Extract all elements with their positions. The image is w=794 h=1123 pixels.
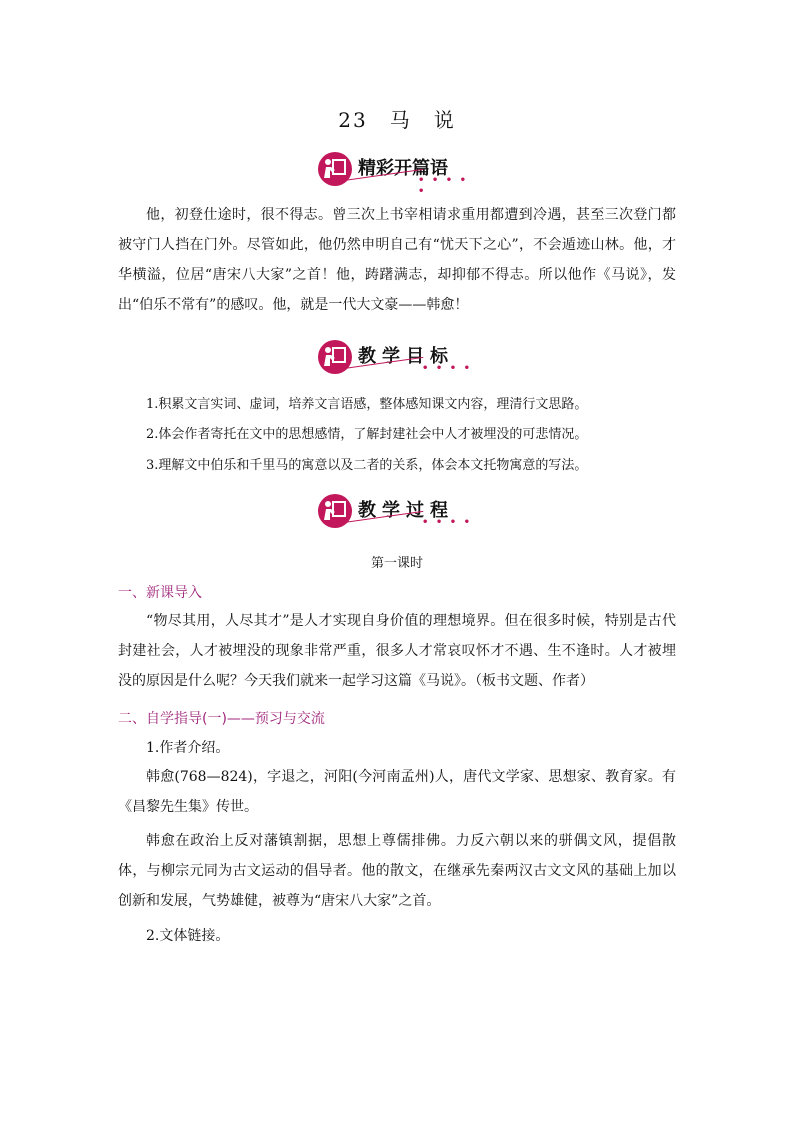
banner-dots: • • • • • — [418, 175, 469, 197]
opening-paragraph: 他，初登仕途时，很不得志。曾三次上书宰相请求重用都遭到冷遇，甚至三次登门都被守门人挡在门外。尽管如此，他仍然申明自己有“忧天下之心”，不会遁迹山林。他，才华横溢，位居“唐宋八大家”之首！他，踌躇满志，却抑郁不得志。所以他作《马说》，发出“伯乐不常有”的感叹。他，就是一代大文豪——韩愈！ — [118, 207, 676, 313]
lesson-label: 第一课时 — [370, 556, 423, 571]
banner-process — [318, 492, 478, 536]
section2-paragraph-2: 韩愈在政治上反对藩镇割据，思想上尊儒排佛。力反六朝以来的骈偶文风，提倡散体，与柳宗元同为古文运动的倡导者。他的散文，在继承先秦两汉古文文风的基础上加以创新和发展，气势雄健，被尊为“唐宋八大家”之首。 — [118, 833, 676, 909]
goal-item-3: 3.理解文中伯乐和千里马的寓意以及二者的关系，体会本文托物寓意的写法。 — [146, 458, 588, 473]
banner-dots: • • • • — [422, 517, 473, 528]
banner-goals — [318, 338, 478, 382]
banner-opening — [318, 150, 478, 197]
page-title: 23 马 说 — [338, 108, 456, 132]
banner-label: 精彩开篇语 — [358, 158, 448, 179]
banner-label: 教学目标 — [358, 346, 454, 367]
teacher-board-icon — [318, 152, 352, 186]
section-heading-1: 一、新课导入 — [118, 585, 202, 601]
section-heading-2: 二、自学指导(一)——预习与交流 — [118, 711, 325, 727]
section1-paragraph: “物尽其用，人尽其才”是人才实现自身价值的理想境界。但在很多时候，特别是古代封建社会，人才被埋没的现象非常严重，很多人才常哀叹怀才不遇、生不逢时。人才被埋没的原因是什么呢？今天我们就来一起学习这篇《马说》。（板书文题、作者） — [118, 613, 676, 689]
section2-paragraph-1: 韩愈(768—824)，字退之，河阳(今河南孟州)人，唐代文学家、思想家、教育家。有《昌黎先生集》传世。 — [118, 769, 676, 815]
teacher-board-icon — [318, 340, 352, 374]
goal-item-1: 1.积累文言实词、虚词，培养文言语感，整体感知课文内容，理清行文思路。 — [146, 397, 588, 412]
banner-label: 教学过程 — [358, 500, 454, 521]
section2-item-2: 2.文体链接。 — [146, 928, 230, 944]
banner-dots: • • • • — [422, 363, 473, 374]
teacher-board-icon — [318, 494, 352, 528]
section2-item-1: 1.作者介绍。 — [146, 740, 230, 756]
goal-item-2: 2.体会作者寄托在文中的思想感情，了解封建社会中人才被埋没的可悲情况。 — [146, 427, 588, 442]
